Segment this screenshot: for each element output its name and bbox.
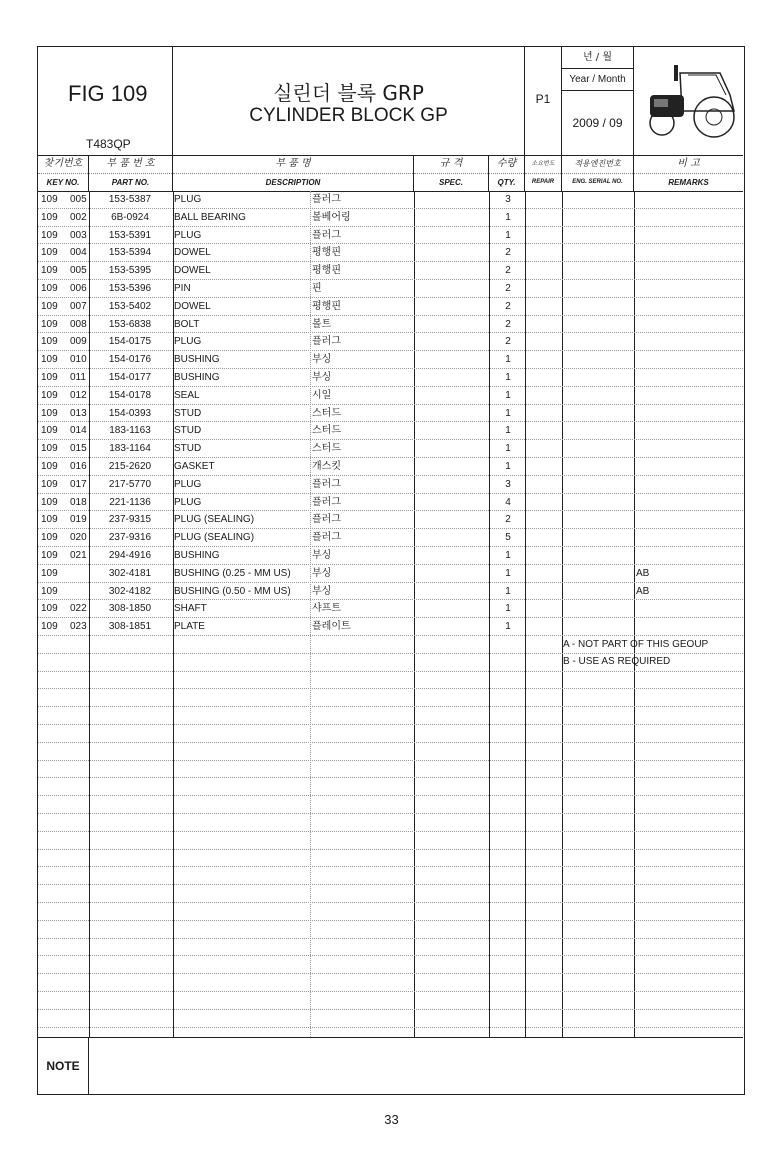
fig-number-cell: 109 — [41, 443, 58, 455]
key-number-cell: 009 — [70, 336, 87, 348]
key-number-cell: 003 — [70, 229, 87, 241]
table-row — [38, 921, 743, 939]
table-row — [38, 280, 743, 298]
table-row — [38, 227, 743, 245]
part-number-cell: 154-0175 — [108, 336, 152, 348]
tractor-icon — [642, 61, 738, 141]
part-number-cell: 183-1164 — [109, 443, 151, 455]
key-number-cell: 014 — [70, 425, 87, 437]
table-row — [38, 494, 743, 512]
table-row — [38, 583, 743, 601]
table-row — [38, 369, 743, 387]
description-cell: BUSHING — [174, 354, 220, 366]
key-number-cell: 022 — [70, 603, 87, 615]
part-number-cell: 153-6838 — [108, 318, 152, 330]
column-headers — [38, 155, 743, 192]
quantity-cell: 2 — [505, 283, 511, 294]
table-row — [38, 387, 743, 405]
description-korean-cell: 플러그 — [312, 514, 341, 526]
part-number-cell: 153-5395 — [108, 265, 152, 277]
part-number-cell: 294-4916 — [108, 550, 152, 561]
quantity-cell: 1 — [505, 229, 511, 241]
description-korean-cell: 플러그 — [312, 336, 341, 348]
part-number-cell: 153-5391 — [108, 229, 152, 241]
description-cell: BUSHING (0.50 - MM US) — [174, 585, 291, 597]
fig-number-cell: 109 — [41, 372, 58, 383]
description-korean-cell: 부싱 — [312, 354, 332, 366]
table-row — [38, 422, 743, 440]
table-row — [38, 476, 743, 494]
key-number-cell: 005 — [70, 194, 87, 205]
part-number-cell: 217-5770 — [108, 478, 152, 490]
description-cell: PLUG — [174, 336, 202, 348]
table-row — [38, 707, 743, 725]
quantity-cell: 3 — [505, 194, 511, 205]
quantity-cell: 1 — [505, 603, 511, 615]
quantity-cell: 3 — [505, 478, 511, 490]
quantity-cell: 2 — [505, 318, 511, 330]
description-korean-cell: 스터드 — [312, 443, 341, 455]
table-row — [38, 1010, 743, 1028]
table-row — [38, 511, 743, 529]
table-row — [38, 725, 743, 743]
col-part: 부 품 번 호 PART NO. — [89, 155, 173, 191]
sheet-header — [38, 47, 743, 156]
fig-number-cell: 109 — [41, 603, 58, 615]
key-number-cell: 005 — [70, 265, 87, 277]
table-row — [38, 672, 743, 690]
part-number-cell: 154-0178 — [108, 389, 152, 401]
part-number-cell: 237-9316 — [108, 532, 152, 544]
title-english: CYLINDER BLOCK GP — [249, 105, 448, 126]
date-label-english: Year / Month — [562, 69, 633, 91]
fig-number-cell: 109 — [41, 265, 58, 277]
table-row — [38, 814, 743, 832]
description-korean-cell: 시일 — [312, 389, 332, 401]
table-row — [38, 405, 743, 423]
quantity-cell: 1 — [505, 389, 511, 401]
quantity-cell: 1 — [505, 443, 511, 455]
key-number-cell: 018 — [70, 496, 87, 508]
quantity-cell: 1 — [505, 407, 511, 419]
date-cell — [562, 47, 634, 155]
part-number-cell: 308-1851 — [108, 621, 152, 633]
table-row — [38, 885, 743, 903]
fig-number-cell: 109 — [41, 211, 58, 223]
key-number-cell: 010 — [70, 354, 87, 366]
description-korean-cell: 부싱 — [312, 567, 332, 579]
description-cell: BUSHING — [174, 550, 220, 561]
key-number-cell: 008 — [70, 318, 87, 330]
fig-number: FIG 109 — [68, 81, 148, 106]
description-cell: PLATE — [174, 621, 205, 633]
table-row — [38, 244, 743, 262]
description-cell: STUD — [174, 407, 202, 419]
col-eng-serial: 적용엔진번호 ENG. SERIAL NO. — [562, 155, 634, 191]
quantity-cell: 5 — [505, 532, 511, 544]
description-korean-cell: 플러그 — [312, 496, 341, 508]
table-row — [38, 262, 743, 280]
part-number-cell: 302-4182 — [108, 585, 152, 597]
key-number-cell: 020 — [70, 532, 87, 544]
table-row — [38, 529, 743, 547]
key-number-cell: 021 — [70, 550, 87, 561]
date-label-korean: 년 / 월 — [562, 47, 633, 69]
key-number-cell: 011 — [70, 372, 86, 383]
description-cell: PLUG (SEALING) — [174, 532, 255, 544]
page-number: 33 — [384, 1112, 399, 1127]
table-row — [38, 600, 743, 618]
table-row — [38, 565, 743, 583]
part-number-cell: 237-9315 — [108, 514, 152, 526]
table-row — [38, 850, 743, 868]
table-row — [38, 778, 743, 796]
key-number-cell: 012 — [70, 389, 87, 401]
table-row — [38, 956, 743, 974]
legend-line: B - USE AS REQUIRED — [563, 656, 671, 667]
title-cell — [173, 47, 525, 155]
key-number-cell: 006 — [70, 283, 87, 294]
description-korean-cell: 평행핀 — [312, 300, 341, 312]
quantity-cell: 1 — [505, 621, 511, 633]
fig-number-cell: 109 — [41, 318, 58, 330]
description-korean-cell: 플러그 — [312, 229, 341, 241]
fig-number-cell: 109 — [41, 389, 58, 401]
fig-number-cell: 109 — [41, 496, 58, 508]
key-number-cell: 015 — [70, 443, 87, 455]
table-row — [38, 992, 743, 1010]
page-code: P1 — [535, 92, 551, 106]
description-cell: DOWEL — [174, 247, 211, 259]
table-row — [38, 654, 743, 672]
quantity-cell: 1 — [505, 567, 511, 579]
quantity-cell: 1 — [505, 585, 511, 597]
description-korean-cell: 부싱 — [312, 585, 332, 597]
key-number-cell: 017 — [70, 478, 87, 490]
description-cell: SHAFT — [174, 603, 207, 615]
part-number-cell: 154-0176 — [108, 354, 152, 366]
table-row — [38, 743, 743, 761]
key-number-cell: 002 — [70, 211, 87, 223]
part-number-cell: 153-5402 — [108, 300, 152, 312]
description-cell: PLUG (SEALING) — [174, 514, 255, 526]
col-key: 찾기번호 KEY NO. — [38, 155, 89, 191]
fig-number-cell: 109 — [41, 194, 58, 205]
description-korean-cell: 볼트 — [312, 318, 332, 330]
fig-number-cell: 109 — [41, 585, 58, 597]
remarks-cell: AB — [636, 585, 650, 597]
description-cell: DOWEL — [174, 300, 211, 312]
fig-number-cell: 109 — [41, 283, 58, 294]
description-cell: STUD — [174, 425, 202, 437]
table-row — [38, 796, 743, 814]
description-korean-cell: 플러그 — [312, 478, 341, 490]
description-korean-cell: 샤프트 — [312, 603, 341, 615]
table-row — [38, 939, 743, 957]
legend-line: A - NOT PART OF THIS GEOUP — [563, 639, 709, 650]
part-number-cell: 221-1136 — [109, 496, 151, 508]
note-section — [38, 1037, 743, 1094]
col-qty: 수량 QTY. — [489, 155, 525, 191]
quantity-cell: 2 — [505, 265, 511, 277]
table-row — [38, 689, 743, 707]
description-cell: BALL BEARING — [174, 211, 246, 223]
title-korean: 실린더 블록 GRP — [273, 81, 424, 105]
fig-number-cell: 109 — [41, 229, 58, 241]
table-row — [38, 974, 743, 992]
part-number-cell: 154-0393 — [108, 407, 152, 419]
fig-cell — [38, 47, 173, 155]
table-row — [38, 903, 743, 921]
quantity-cell: 2 — [505, 247, 511, 259]
table-row — [38, 458, 743, 476]
part-number-cell: 183-1163 — [109, 425, 151, 437]
quantity-cell: 1 — [505, 372, 511, 383]
page-code-cell — [525, 47, 562, 155]
table-row — [38, 440, 743, 458]
quantity-cell: 1 — [505, 211, 511, 223]
key-number-cell: 016 — [70, 461, 87, 472]
description-korean-cell: 플레이트 — [312, 621, 351, 633]
description-korean-cell: 플러그 — [312, 532, 341, 544]
parts-table-body — [38, 191, 743, 1037]
quantity-cell: 4 — [505, 496, 511, 508]
table-row — [38, 191, 743, 209]
fig-number-cell: 109 — [41, 461, 58, 472]
part-number-cell: 153-5396 — [108, 283, 152, 294]
description-korean-cell: 평행핀 — [312, 265, 341, 277]
key-number-cell: 023 — [70, 621, 87, 633]
model-code: T483QP — [86, 137, 131, 151]
fig-number-cell: 109 — [41, 247, 58, 259]
fig-number-cell: 109 — [41, 567, 58, 579]
description-cell: GASKET — [174, 461, 215, 472]
description-korean-cell: 부싱 — [312, 550, 332, 561]
col-spec: 규 격 SPEC. — [414, 155, 489, 191]
description-cell: SEAL — [174, 389, 200, 401]
description-cell: STUD — [174, 443, 202, 455]
description-korean-cell: 부싱 — [312, 372, 332, 383]
date-value: 2009 / 09 — [572, 116, 623, 130]
fig-number-cell: 109 — [41, 532, 58, 544]
table-row — [38, 547, 743, 565]
part-number-cell: 215-2620 — [108, 461, 152, 472]
part-number-cell: 153-5387 — [108, 194, 152, 205]
remarks-cell: AB — [636, 567, 650, 579]
description-korean-cell: 핀 — [312, 283, 322, 294]
key-number-cell: 007 — [70, 300, 87, 312]
quantity-cell: 2 — [505, 336, 511, 348]
description-cell: PLUG — [174, 496, 202, 508]
note-label: NOTE — [38, 1038, 89, 1094]
table-row — [38, 832, 743, 850]
table-row — [38, 298, 743, 316]
description-korean-cell: 평행핀 — [312, 247, 341, 259]
description-korean-cell: 스터드 — [312, 407, 341, 419]
key-number-cell: 004 — [70, 247, 87, 259]
description-cell: PLUG — [174, 194, 202, 205]
fig-number-cell: 109 — [41, 514, 58, 526]
fig-number-cell: 109 — [41, 354, 58, 366]
col-description: 부 품 명 DESCRIPTION — [173, 155, 414, 191]
fig-number-cell: 109 — [41, 550, 58, 561]
key-number-cell: 013 — [70, 407, 87, 419]
quantity-cell: 1 — [505, 550, 511, 561]
key-number-cell: 019 — [70, 514, 87, 526]
fig-number-cell: 109 — [41, 621, 58, 633]
description-cell: BUSHING — [174, 372, 220, 383]
part-number-cell: 6B-0924 — [111, 211, 149, 223]
description-cell: PLUG — [174, 229, 202, 241]
quantity-cell: 1 — [505, 461, 511, 472]
table-row — [38, 351, 743, 369]
fig-number-cell: 109 — [41, 300, 58, 312]
description-cell: BUSHING (0.25 - MM US) — [174, 567, 291, 579]
description-korean-cell: 스터드 — [312, 425, 341, 437]
quantity-cell: 1 — [505, 425, 511, 437]
description-cell: PIN — [174, 283, 191, 294]
fig-number-cell: 109 — [41, 336, 58, 348]
quantity-cell: 2 — [505, 300, 511, 312]
description-cell: PLUG — [174, 478, 202, 490]
quantity-cell: 2 — [505, 514, 511, 526]
description-cell: DOWEL — [174, 265, 211, 277]
part-number-cell: 308-1850 — [108, 603, 152, 615]
fig-number-cell: 109 — [41, 407, 58, 419]
fig-number-cell: 109 — [41, 425, 58, 437]
description-cell: BOLT — [174, 318, 200, 330]
description-korean-cell: 볼베어링 — [312, 211, 351, 223]
parts-sheet — [37, 46, 745, 1095]
table-row — [38, 316, 743, 334]
col-repair: 소요번도 REPAIR — [525, 155, 562, 191]
table-row — [38, 636, 743, 654]
table-row — [38, 761, 743, 779]
table-row — [38, 618, 743, 636]
table-row — [38, 333, 743, 351]
quantity-cell: 1 — [505, 354, 511, 366]
logo-cell — [634, 47, 743, 155]
part-number-cell: 154-0177 — [108, 372, 152, 383]
col-remarks: 비 고 REMARKS — [634, 155, 743, 191]
description-korean-cell: 개스킷 — [312, 461, 341, 472]
description-korean-cell: 플러그 — [312, 194, 341, 205]
table-row — [38, 867, 743, 885]
part-number-cell: 302-4181 — [108, 567, 152, 579]
fig-number-cell: 109 — [41, 478, 58, 490]
part-number-cell: 153-5394 — [108, 247, 152, 259]
table-row — [38, 209, 743, 227]
